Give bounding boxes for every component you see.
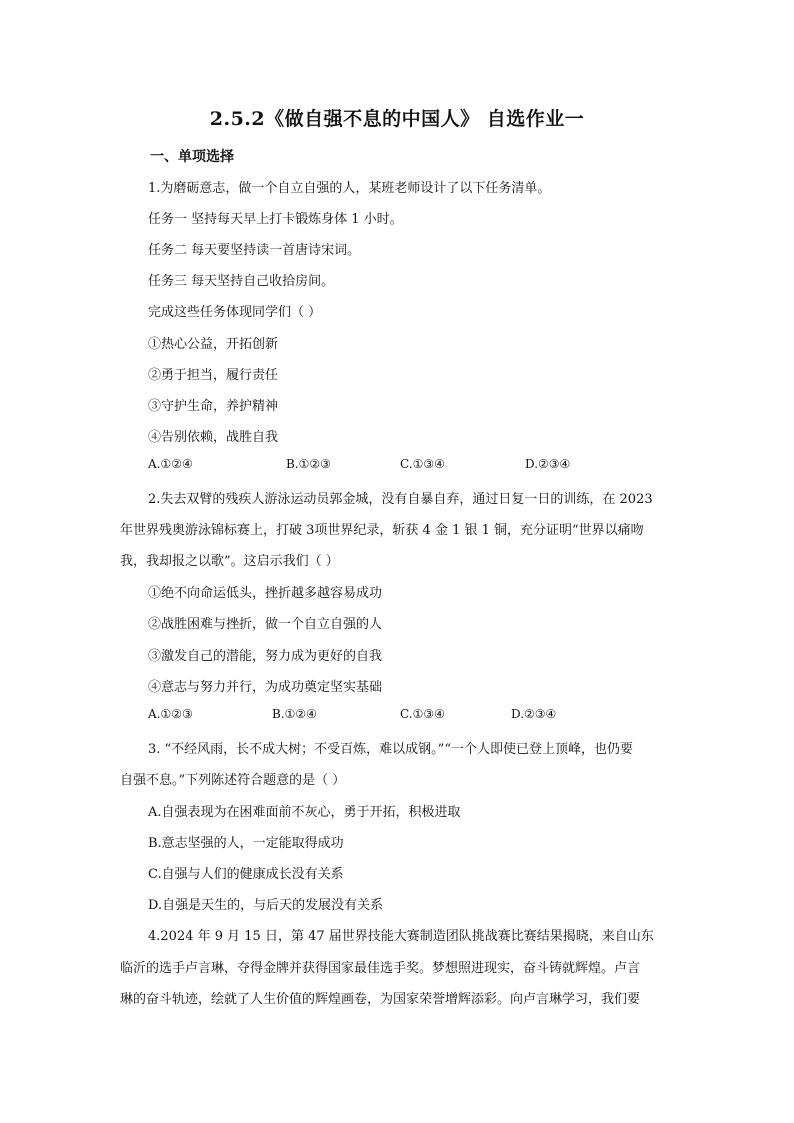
question-4-line-3: 琳的奋斗轨迹，绘就了人生价值的辉煌画卷，为国家荣誉增辉添彩。向卢言琳学习，我们要 [120,992,641,1007]
q1-item-2: ②勇于担当，履行责任 [148,368,279,383]
question-3-line-2: 自强不息。”下列陈述符合题意的是（ ） [120,773,346,788]
q1-option-d[interactable]: D.②③④ [525,457,571,471]
q2-option-b[interactable]: B.①②④ [272,707,317,721]
question-3-line-1: 3. “不经风雨，长不成大树；不受百炼，难以成钢。”“一个人即使已登上顶峰，也仍要 [148,742,633,757]
q2-option-d[interactable]: D.②③④ [511,707,557,721]
q1-item-4: ④告别依赖，战胜自我 [148,430,279,445]
q2-item-3: ③激发自己的潜能，努力成为更好的自我 [148,649,383,664]
q1-option-a[interactable]: A.①②④ [148,457,193,471]
page-title: 2.5.2《做自强不息的中国人》 自选作业一 [209,108,585,130]
q1-task-3: 任务三 每天坚持自己收拾房间。 [148,274,335,289]
q3-option-a[interactable]: A.自强表现为在困难面前不灰心，勇于开拓，积极进取 [148,805,461,820]
q1-item-3: ③守护生命，养护精神 [148,399,279,414]
q2-option-c[interactable]: C.①③④ [400,707,445,721]
q1-option-b[interactable]: B.①②③ [286,457,331,471]
question-4-line-1: 4.2024 年 9 月 15 日，第 47 届世界技能大赛制造团队挑战赛比赛结果揭晓，来自山东 [148,929,654,944]
q3-option-d[interactable]: D.自强是天生的，与后天的发展没有关系 [148,898,384,913]
section-heading: 一、单项选择 [150,149,234,165]
question-2-line-3: 我，我却报之以歌”。这启示我们（ ） [120,554,339,569]
question-4-line-2: 临沂的选手卢言琳，夺得金牌并获得国家最佳选手奖。梦想照进现实，奋斗铸就辉煌。卢言 [120,961,641,976]
q3-option-b[interactable]: B.意志坚强的人，一定能取得成功 [148,836,344,851]
q3-option-c[interactable]: C.自强与人们的健康成长没有关系 [148,867,344,882]
q1-task-1: 任务一 坚持每天早上打卡锻炼身体 1 小时。 [148,212,403,227]
q1-prompt: 完成这些任务体现同学们（ ） [148,305,322,320]
question-2-line-1: 2.失去双臂的残疾人游泳运动员郭金城，没有自暴自弃，通过日复一日的训练，在 2023 [148,492,653,507]
q2-item-2: ②战胜困难与挫折，做一个自立自强的人 [148,617,383,632]
q2-option-a[interactable]: A.①②③ [148,707,193,721]
question-2-line-2: 年世界残奥游泳锦标赛上，打破 3项世界纪录，斩获 4 金 1 银 1 铜，充分证明“世界以痛吻 [120,523,644,538]
q1-option-c[interactable]: C.①③④ [400,457,445,471]
q1-item-1: ①热心公益，开拓创新 [148,337,279,352]
q2-item-1: ①绝不向命运低头，挫折越多越容易成功 [148,586,383,601]
q1-task-2: 任务二 每天要坚持读一首唐诗宋词。 [148,243,361,258]
question-1-stem: 1.为磨砺意志，做一个自立自强的人，某班老师设计了以下任务清单。 [148,181,551,196]
q2-item-4: ④意志与努力并行，为成功奠定坚实基础 [148,680,383,695]
